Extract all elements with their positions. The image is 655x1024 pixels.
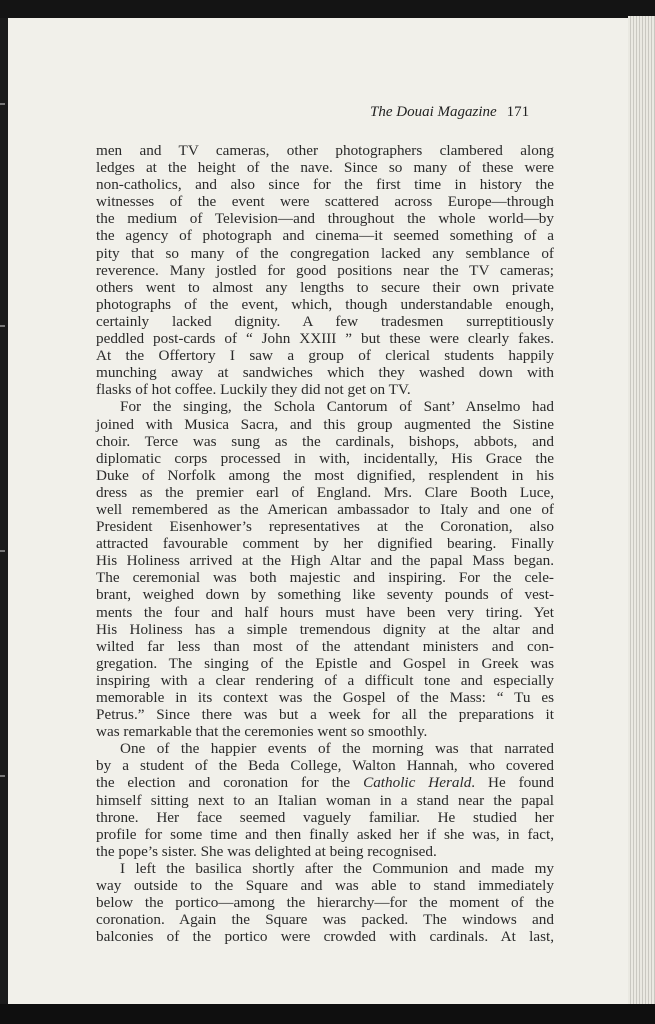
- margin-mark: [0, 550, 5, 552]
- italic-title: Catholic Herald: [363, 774, 472, 792]
- text-line: attracted favourable comment by her dignified bearing. Finally: [96, 535, 554, 553]
- text-line: non-catholics, and also since for the first time in history the: [96, 176, 554, 194]
- page-number: 171: [506, 104, 530, 120]
- text-line: well remembered as the American ambassador to Italy and one of: [96, 500, 554, 518]
- text-segment: . He found: [471, 774, 554, 792]
- text-line: below the portico—among the hierarchy—for the moment of the: [96, 894, 554, 912]
- text-line: I left the basilica shortly after the Communion and made my: [120, 859, 554, 877]
- text-line: ments the four and half hours must have been very tiring. Yet: [96, 603, 554, 621]
- text-line: inspiring with a clear rendering of a difficult tone and especially: [96, 671, 554, 689]
- text-line: joined with Musica Sacra, and this group augmented the Sistine: [96, 415, 554, 433]
- text-line: diplomatic corps processed in with, incidentally, His Grace the: [96, 449, 554, 467]
- text-line: certainly lacked dignity. A few tradesmen surreptitiously: [96, 312, 554, 330]
- text-line: reverence. Many jostled for good positions near the TV cameras;: [96, 261, 554, 279]
- text-line: For the singing, the Schola Cantorum of Sant’ Anselmo had: [120, 398, 554, 416]
- text-line: the pope’s sister. She was delighted at being recognised.: [96, 842, 437, 860]
- text-line: coronation. Again the Square was packed. The windows and: [96, 911, 554, 929]
- text-line: The ceremonial was both majestic and inspiring. For the cele-: [96, 569, 554, 587]
- text-line: ledges at the height of the nave. Since so many of these were: [96, 159, 554, 177]
- text-segment: the election and coronation for the: [96, 774, 364, 792]
- running-header: [370, 104, 530, 121]
- text-line: others went to almost any lengths to secure their own private: [96, 278, 554, 296]
- text-line: [96, 774, 554, 791]
- text-line: pity that so many of the congregation lacked any semblance of: [96, 244, 554, 262]
- text-line: profile for some time and then finally asked her if she was, in fact,: [96, 825, 554, 843]
- text-line: by a student of the Beda College, Walton Hannah, who covered: [96, 757, 554, 775]
- text-line: At the Offertory I saw a group of clerical students happily: [96, 347, 554, 365]
- text-line: memorable in its context was the Gospel of the Mass: “ Tu es: [96, 689, 554, 706]
- text-line: the medium of Television—and throughout the whole world—by: [96, 210, 554, 228]
- page-edge-stack: [628, 16, 655, 1006]
- text-line: flasks of hot coffee. Luckily they did not get on TV.: [96, 381, 411, 399]
- text-line: witnesses of the event were scattered across Europe—through: [96, 193, 554, 211]
- margin-mark: [0, 775, 5, 777]
- text-line: balconies of the portico were crowded with cardinals. At last,: [96, 928, 554, 946]
- text-line: gregation. The singing of the Epistle and Gospel in Greek was: [96, 654, 554, 672]
- text-line: throne. Her face seemed vaguely familiar. He studied her: [96, 808, 554, 826]
- article-body: [96, 142, 554, 945]
- text-line: choir. Terce was sung as the cardinals, bishops, abbots, and: [96, 432, 554, 450]
- text-line: His Holiness arrived at the High Altar and the papal Mass began.: [96, 552, 554, 570]
- text-line: Duke of Norfolk among the most dignified, resplendent in his: [96, 466, 554, 484]
- scan-top-border: [0, 0, 655, 18]
- text-line: peddled post-cards of “ John XXIII ” but these were clearly fakes.: [96, 330, 554, 348]
- text-line: the agency of photograph and cinema—it seemed something of a: [96, 227, 554, 245]
- journal-title: The Douai Magazine: [370, 104, 497, 120]
- text-line: himself sitting next to an Italian woman in a stand near the papal: [96, 791, 554, 809]
- text-line: President Eisenhower’s representatives at the Coronation, also: [96, 518, 554, 536]
- text-line: Petrus.” Since there was but a week for all the preparations it: [96, 706, 554, 724]
- text-line: photographs of the event, which, though understandable enough,: [96, 295, 554, 313]
- margin-mark: [0, 103, 5, 105]
- text-line: wilted far less than most of the attendant ministers and con-: [96, 637, 554, 655]
- text-line: way outside to the Square and was able to stand immediately: [96, 877, 554, 895]
- text-line: was remarkable that the ceremonies went so smoothly.: [96, 723, 428, 741]
- text-line: munching away at sandwiches which they washed down with: [96, 364, 554, 382]
- margin-mark: [0, 325, 5, 327]
- text-line: His Holiness has a simple tremendous dignity at the altar and: [96, 620, 554, 638]
- text-line: men and TV cameras, other photographers clambered along: [96, 142, 554, 159]
- text-line: brant, weighed down by something like seventy pounds of vest-: [96, 586, 554, 604]
- text-line: dress as the premier earl of England. Mrs. Clare Booth Luce,: [96, 483, 554, 501]
- text-line: One of the happier events of the morning was that narrated: [120, 740, 554, 758]
- scan-bottom-border: [0, 1004, 655, 1024]
